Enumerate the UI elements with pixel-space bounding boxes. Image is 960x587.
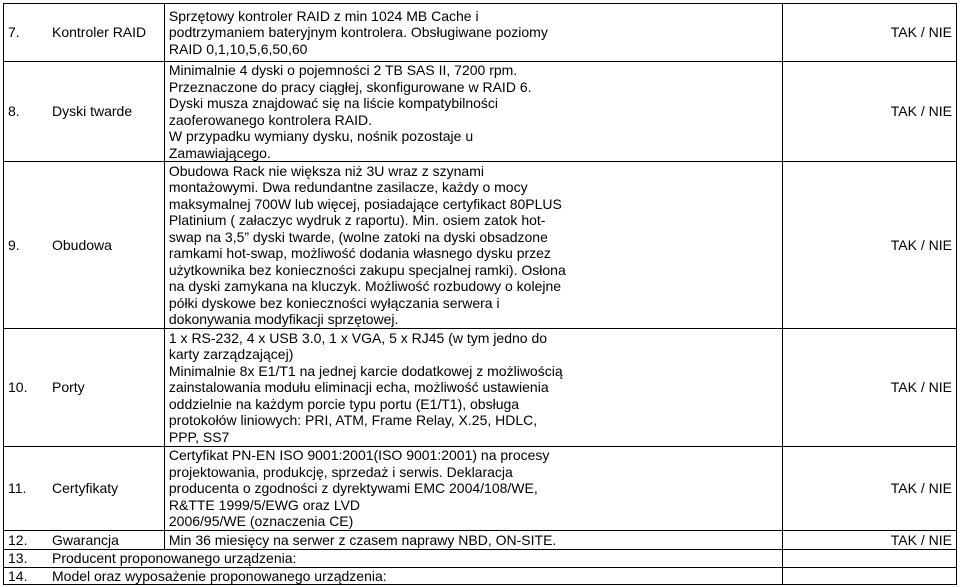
table-row <box>4 62 957 162</box>
description-line: karty zarządzającej) <box>168 346 294 363</box>
row-description <box>164 329 782 447</box>
description-line: Certyfikat PN-EN ISO 9001:2001(ISO 9001:2001) na procesy <box>168 447 550 464</box>
answer-cell: TAK / NIE <box>782 447 956 531</box>
table-row <box>4 162 957 329</box>
specification-table-body <box>4 4 957 585</box>
row-description <box>164 447 782 531</box>
description-line: Minimalnie 4 dyski o pojemności 2 TB SAS II, 7200 rpm. <box>168 62 518 78</box>
answer-cell: TAK / NIE <box>782 329 956 447</box>
merged-cell <box>4 567 783 585</box>
description-line: Platinium ( załaczyc wydruk z raportu). Min. osiem zatok hot- <box>168 212 546 228</box>
table-row <box>4 550 957 568</box>
row-name-cell <box>4 62 165 162</box>
description-line: dokonywania modyfikacji sprzętowej. <box>168 311 399 327</box>
row-description <box>164 4 782 62</box>
row-description <box>164 162 782 329</box>
description-line: producenta o zgodności z dyrektywami EMC 2004/108/WE, <box>168 480 538 497</box>
row-number: 12. <box>8 531 28 548</box>
description-line: podtrzymaniem bateryjnym kontrolera. Obsługiwane poziomy <box>168 24 548 41</box>
row-name-cell <box>4 447 165 531</box>
description-line: 2006/95/WE (oznaczenia CE) <box>168 513 354 530</box>
row-number: 9. <box>8 236 20 253</box>
table-row <box>4 4 957 62</box>
description-line: półki dyskowe bez konieczności wyłączania serwera i <box>168 294 500 311</box>
description-line: swap na 3,5” dyski twarde, (wolne zatoki na dyski obsadzone <box>168 228 548 245</box>
description-line: PPP, SS7 <box>168 428 230 445</box>
row-name-cell <box>4 329 165 447</box>
row-number: 7. <box>8 24 20 41</box>
answer-cell: TAK / NIE <box>782 4 956 62</box>
row-name-cell <box>4 531 165 550</box>
table-row <box>4 447 957 531</box>
answer-cell: TAK / NIE <box>782 62 956 162</box>
description-line: Sprzętowy kontroler RAID z min 1024 MB Cache i <box>168 7 479 24</box>
row-text: Model oraz wyposażenie proponowanego urządzenia: <box>52 567 387 584</box>
row-name: Kontroler RAID <box>52 24 147 41</box>
description-line: zaoferowanego kontrolera RAID. <box>168 111 372 128</box>
description-line: 1 x RS-232, 4 x USB 3.0, 1 x VGA, 5 x RJ45 (w tym jedno do <box>168 329 548 346</box>
description-line: RAID 0,1,10,5,6,50,60 <box>168 40 308 57</box>
row-number: 13. <box>8 550 28 566</box>
description-line: Minimalnie 8x E1/T1 na jednej karcie dodatkowej z możliwością <box>168 362 563 379</box>
description-line: zainstalowania modułu eliminacji echa, możliwość ustawienia <box>168 379 549 396</box>
row-name: Obudowa <box>52 236 112 253</box>
row-name-cell <box>4 162 165 329</box>
description-line: oddzielnie na każdym porcie typu portu (E1/T1), obsługa <box>168 395 520 412</box>
description-line: ramkami hot-swap, możliwość dodania własnego dysku przez <box>168 245 551 261</box>
answer-cell <box>782 550 956 568</box>
description-line: Zamawiającego. <box>168 144 271 161</box>
description-line: Przeznaczone do pracy ciągłej, skonfigurowane w RAID 6. <box>168 78 532 95</box>
row-text: Producent proponowanego urządzenia: <box>52 550 297 566</box>
description-line: użytkownika bez konieczności zakupu specjalnej ramki). Osłona <box>168 261 566 278</box>
row-name: Porty <box>52 379 85 396</box>
answer-cell: TAK / NIE <box>782 531 956 550</box>
description-line: projektowania, produkcję, sprzedaż i serwis. Deklaracja <box>168 463 513 480</box>
description-line: protokołów liniowych: PRI, ATM, Frame Relay, X.25, HDLC, <box>168 412 538 429</box>
description-line: R&TTE 1999/5/EWG oraz LVD <box>168 496 361 513</box>
description-line: Dyski musza znajdować się na liście kompatybilności <box>168 95 499 111</box>
row-description: Min 36 miesięcy na serwer z czasem naprawy NBD, ON-SITE. <box>164 531 782 550</box>
merged-cell <box>4 550 783 568</box>
row-name: Gwarancja <box>52 531 119 548</box>
description-line: maksymalnej 700W lub więcej, posiadające certyfikact 80PLUS <box>168 195 562 212</box>
row-number: 8. <box>8 103 20 120</box>
description-line: W przypadku wymiany dysku, nośnik pozostaje u <box>168 128 474 144</box>
table-row <box>4 329 957 447</box>
row-number: 11. <box>8 480 27 497</box>
answer-cell: TAK / NIE <box>782 162 956 329</box>
table-row <box>4 567 957 585</box>
specification-table <box>3 3 957 585</box>
row-number: 14. <box>8 567 28 584</box>
table-row <box>4 531 957 550</box>
answer-cell <box>782 567 956 585</box>
row-number: 10. <box>8 379 28 396</box>
row-description <box>164 62 782 162</box>
description-line: na dyski zamykana na kluczyk. Możliwość rozbudowy o kolejne <box>168 278 562 294</box>
description-line: montażowymi. Dwa redundantne zasilacze, każdy o mocy <box>168 179 528 195</box>
row-name: Certyfikaty <box>52 480 119 497</box>
description-line: Obudowa Rack nie większa niż 3U wraz z szynami <box>168 162 484 179</box>
row-name-cell <box>4 4 165 62</box>
row-name: Dyski twarde <box>52 103 133 120</box>
